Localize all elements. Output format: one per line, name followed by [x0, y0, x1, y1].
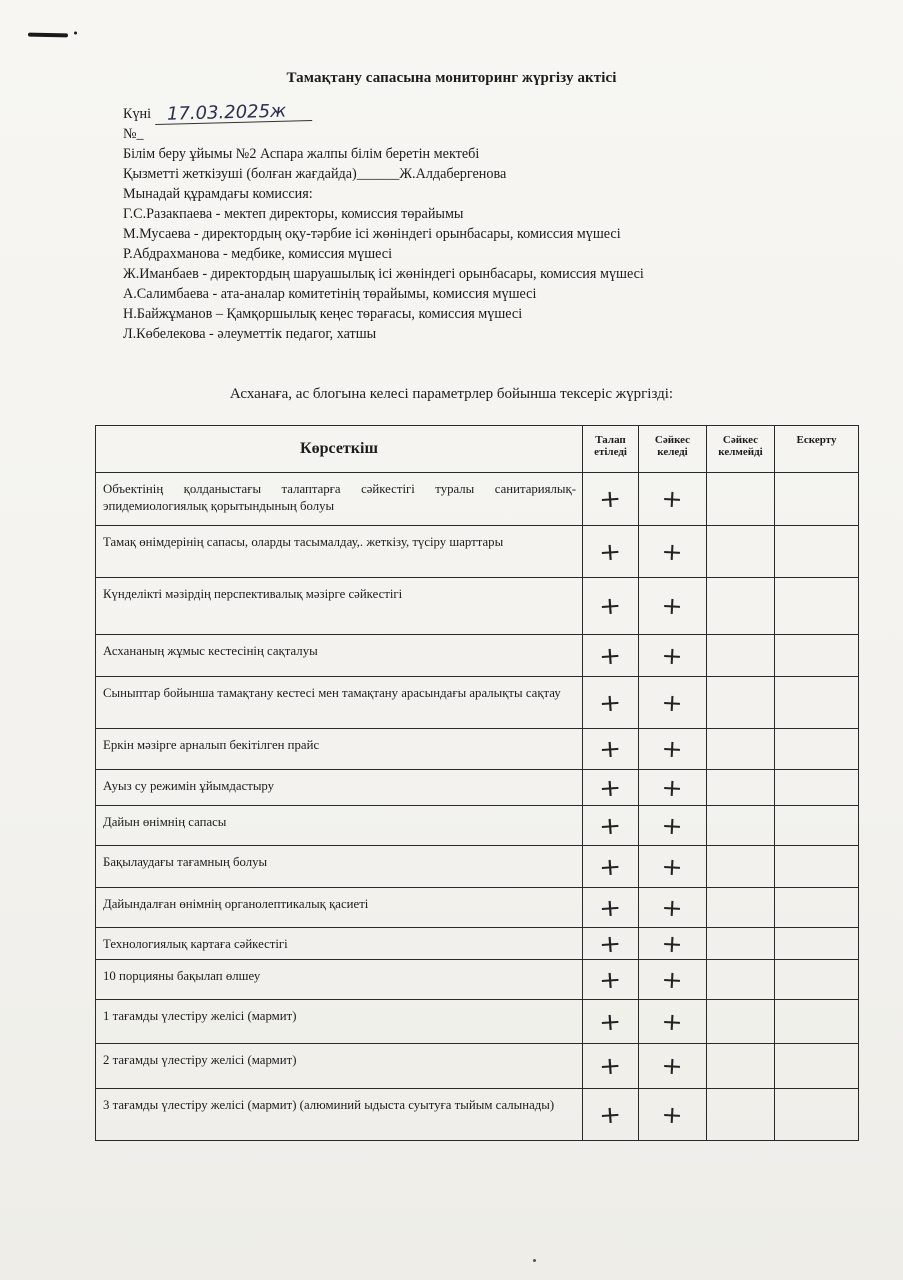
note-cell [775, 846, 859, 888]
note-cell [775, 770, 859, 806]
compliant-mark: + [639, 677, 707, 729]
table-row [96, 526, 859, 578]
non-compliant-cell [707, 526, 775, 578]
note-cell [775, 677, 859, 729]
organization-line: Білім беру ұйымы №2 Аспара жалпы білім беретін мектебі [123, 146, 480, 162]
table-row [96, 888, 859, 928]
required-mark: + [583, 770, 639, 806]
required-mark: + [583, 1000, 639, 1044]
note-cell [775, 928, 859, 960]
table-row [96, 635, 859, 677]
criterion-cell: Объектінің қолданыстағы талаптарға сәйкестігі туралы санитариялық-эпидемиологиялық қорытындының болуы [96, 473, 583, 526]
commission-member: Ж.Иманбаев - директордың шаруашылық ісі жөніндегі орынбасары, комиссия мүшесі [123, 266, 644, 282]
compliant-mark: + [639, 1089, 707, 1141]
note-cell [775, 473, 859, 526]
pen-mark [28, 33, 68, 38]
note-cell [775, 806, 859, 846]
compliant-mark: + [639, 1000, 707, 1044]
table-header-row [96, 426, 859, 473]
paper-speck [533, 1259, 536, 1262]
table-row [96, 806, 859, 846]
non-compliant-cell [707, 846, 775, 888]
criterion-cell: Дайындалған өнімнің органолептикалық қасиеті [96, 888, 583, 928]
header-block [123, 100, 823, 344]
note-cell [775, 635, 859, 677]
criterion-cell: 2 тағамды үлестіру желісі (мармит) [96, 1044, 583, 1089]
note-cell [775, 960, 859, 1000]
non-compliant-cell [707, 888, 775, 928]
compliant-mark: + [639, 806, 707, 846]
criterion-cell: Сыныптар бойынша тамақтану кестесі мен тамақтану арасындағы аралықты сақтау [96, 677, 583, 729]
inspection-table [95, 425, 859, 1141]
criterion-cell: 3 тағамды үлестіру желісі (мармит) (алюминий ыдыста суытуға тыйым салынады) [96, 1089, 583, 1141]
non-compliant-cell [707, 1089, 775, 1141]
required-mark: + [583, 578, 639, 635]
note-cell [775, 578, 859, 635]
criterion-cell: 10 порцияны бақылап өлшеу [96, 960, 583, 1000]
required-mark: + [583, 928, 639, 960]
compliant-mark: + [639, 729, 707, 770]
non-compliant-cell [707, 635, 775, 677]
non-compliant-cell [707, 578, 775, 635]
criterion-cell: Ауыз су режимін ұйымдастыру [96, 770, 583, 806]
compliant-mark: + [639, 960, 707, 1000]
compliant-mark: + [639, 928, 707, 960]
check-intro: Асханаға, ас блогына келесі параметрлер бойынша тексеріс жүргізді: [229, 386, 674, 402]
required-mark: + [583, 635, 639, 677]
required-mark: + [583, 1044, 639, 1089]
criterion-cell: 1 тағамды үлестіру желісі (мармит) [96, 1000, 583, 1044]
non-compliant-cell [707, 473, 775, 526]
date-label: Күні [123, 106, 152, 122]
note-cell [775, 1044, 859, 1089]
table-row [96, 770, 859, 806]
non-compliant-cell [707, 1044, 775, 1089]
note-cell [775, 1000, 859, 1044]
required-mark: + [583, 846, 639, 888]
table-row [96, 677, 859, 729]
required-mark: + [583, 473, 639, 526]
table-row [96, 1089, 859, 1141]
date-line [123, 100, 823, 125]
required-mark: + [583, 526, 639, 578]
required-mark: + [583, 888, 639, 928]
non-compliant-cell [707, 960, 775, 1000]
compliant-mark: + [639, 846, 707, 888]
table-row [96, 473, 859, 526]
commission-member: Р.Абдрахманова - медбике, комиссия мүшесі [123, 246, 393, 262]
note-cell [775, 888, 859, 928]
document-title: Тамақтану сапасына мониторинг жүргізу актісі [286, 70, 617, 86]
non-compliant-cell [707, 770, 775, 806]
required-mark: + [583, 960, 639, 1000]
table-row [96, 846, 859, 888]
commission-member: Л.Көбелекова - әлеуметтік педагог, хатшы [123, 326, 377, 342]
commission-intro: Мынадай құрамдағы комиссия: [123, 186, 313, 202]
non-compliant-cell [707, 1000, 775, 1044]
commission-member: А.Салимбаева - ата-аналар комитетінің төрайымы, комиссия мүшесі [123, 286, 537, 302]
header-note: Ескерту [775, 426, 859, 473]
criterion-cell: Дайын өнімнің сапасы [96, 806, 583, 846]
header-criterion: Көрсеткіш [96, 426, 583, 473]
compliant-mark: + [639, 888, 707, 928]
non-compliant-cell [707, 677, 775, 729]
commission-member: Г.С.Разакпаева - мектеп директоры, комиссия төрайымы [123, 206, 464, 222]
header-compliant: Сәйкес келеді [639, 426, 707, 473]
required-mark: + [583, 677, 639, 729]
compliant-mark: + [639, 635, 707, 677]
compliant-mark: + [639, 578, 707, 635]
non-compliant-cell [707, 928, 775, 960]
note-cell [775, 1089, 859, 1141]
criterion-cell: Күнделікті мәзірдің перспективалық мәзірге сәйкестігі [96, 578, 583, 635]
non-compliant-cell [707, 729, 775, 770]
table-row [96, 928, 859, 960]
table-row [96, 578, 859, 635]
number-line: №_ [123, 126, 144, 142]
compliant-mark: + [639, 770, 707, 806]
table-row [96, 729, 859, 770]
compliant-mark: + [639, 526, 707, 578]
required-mark: + [583, 729, 639, 770]
header-non-compliant: Сәйкес келмейді [707, 426, 775, 473]
criterion-cell: Еркін мәзірге арналып бекітілген прайс [96, 729, 583, 770]
commission-member: М.Мусаева - директордың оқу-тәрбие ісі жөніндегі орынбасары, комиссия мүшесі [123, 226, 621, 242]
required-mark: + [583, 806, 639, 846]
note-cell [775, 526, 859, 578]
header-required: Талап етіледі [583, 426, 639, 473]
table-row [96, 1044, 859, 1089]
non-compliant-cell [707, 806, 775, 846]
criterion-cell: Технологиялық картаға сәйкестігі [96, 928, 583, 960]
table-row [96, 1000, 859, 1044]
commission-member: Н.Байжұманов – Қамқоршылық кеңес төрағасы, комиссия мүшесі [123, 306, 523, 322]
required-mark: + [583, 1089, 639, 1141]
criterion-cell: Бақылаудағы тағамның болуы [96, 846, 583, 888]
compliant-mark: + [639, 1044, 707, 1089]
date-value: 17.03.2025ж [154, 102, 312, 125]
criterion-cell: Тамақ өнімдерінің сапасы, оларды тасымалдау,. жеткізу, түсіру шарттары [96, 526, 583, 578]
table-row [96, 960, 859, 1000]
supplier-line: Қызметті жеткізуші (болған жағдайда)______Ж.Алдабергенова [123, 166, 507, 182]
criterion-cell: Асхананың жұмыс кестесінің сақталуы [96, 635, 583, 677]
compliant-mark: + [639, 473, 707, 526]
note-cell [775, 729, 859, 770]
